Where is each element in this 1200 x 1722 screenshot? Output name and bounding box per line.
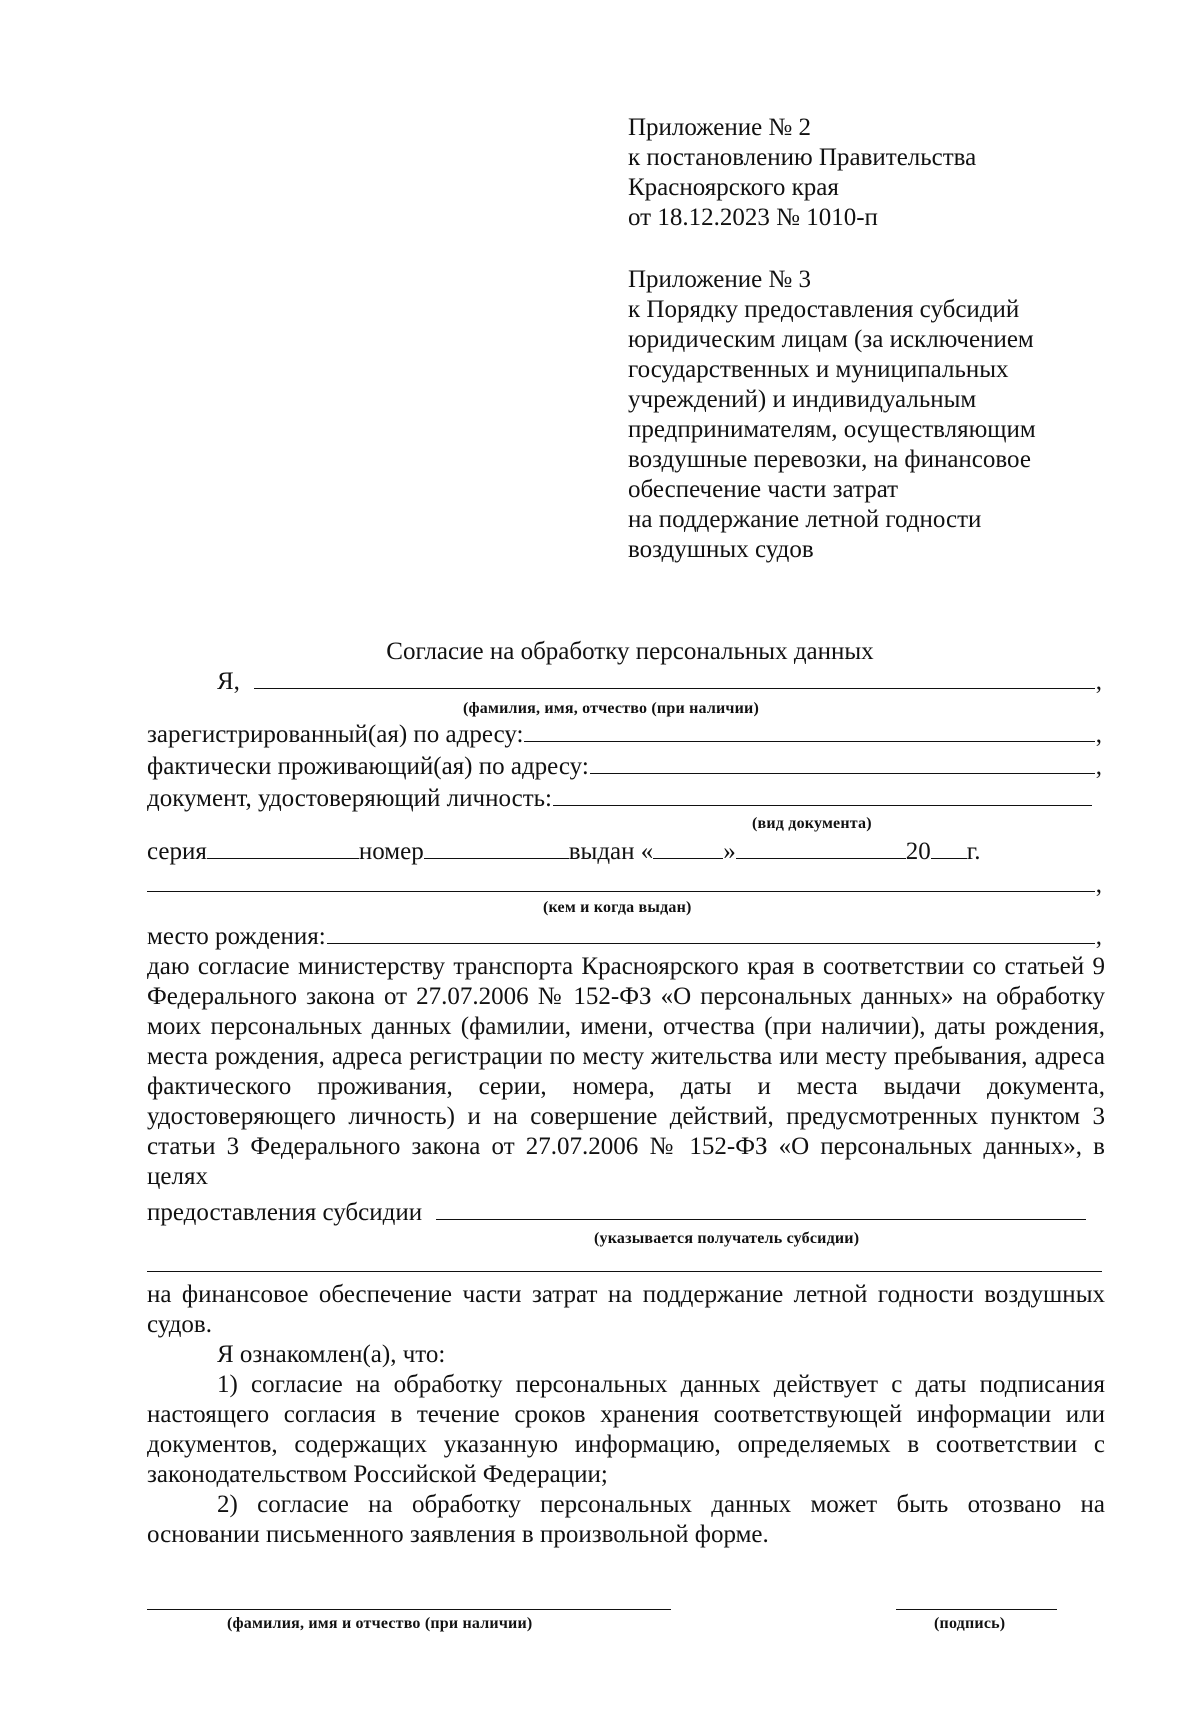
appendix-3-line: учреждений) и индивидуальным xyxy=(628,386,977,413)
document-title: Согласие на обработку персональных данных xyxy=(386,638,874,665)
list-item: 1) согласие на обработку персональных данных действует с даты подписания настоящего согласия в течение сроков хранения соответствующей информации или документов, содержащих указанную информацию, определяемых в соответствии с законодательством Российской Федерации; xyxy=(147,1371,1105,1488)
subsidy-recipient-field[interactable] xyxy=(436,1199,1086,1220)
quote-close: » xyxy=(723,838,736,865)
document-type-field[interactable] xyxy=(553,785,1092,806)
appendix-3-line: к Порядку предоставления субсидий xyxy=(628,296,1020,323)
issue-day-field[interactable] xyxy=(653,838,723,859)
comma: , xyxy=(1095,668,1102,695)
appendix-3-line: воздушные перевозки, на финансовое xyxy=(628,446,1031,473)
birthplace-line xyxy=(147,922,1102,952)
appendix-3-line: обеспечение части затрат xyxy=(628,476,899,503)
appendix-2-line: Красноярского края xyxy=(628,174,839,201)
name-caption: (фамилия, имя и отчество (при наличии) xyxy=(227,1615,533,1632)
appendix-2-line: Приложение № 2 xyxy=(628,114,812,141)
subsidy-label: предоставления субсидии xyxy=(147,1199,423,1226)
fio-caption: (фамилия, имя, отчество (при наличии) xyxy=(463,700,760,717)
comma: , xyxy=(1095,871,1102,898)
appendix-2-line: от 18.12.2023 № 1010-п xyxy=(628,204,878,231)
appendix-3-line: предпринимателям, осуществляющим xyxy=(628,416,1036,443)
consent-paragraph: даю согласие министерству транспорта Красноярского края в соответствии со статьей 9 Федерального закона от 27.07.2006 № 152-ФЗ «О персональных данных» на обработку моих персональных данных (фамилии, имени, отчества (при наличии), даты рождения, места рождения, адреса регистрации по месту жительства или месту пребывания, адреса фактического проживания, серии, номера, даты и места выдачи документа, удостоверяющего личность) и на совершение действий, предусмотренных пунктом 3 статьи 3 Федерального закона от 27.07.2006 № 152-ФЗ «О персональных данных», в целях xyxy=(147,953,1105,1190)
subsidy-caption: (указывается получатель субсидии) xyxy=(594,1230,860,1247)
comma: , xyxy=(1095,721,1102,748)
list-item: 2) согласие на обработку персональных данных может быть отозвано на основании письменного заявления в произвольной форме. xyxy=(147,1491,1105,1548)
i-label: Я, xyxy=(217,668,240,695)
issued-by-line xyxy=(147,870,1102,900)
appendix-3-line: государственных и муниципальных xyxy=(628,356,1009,383)
series-field[interactable] xyxy=(207,838,359,859)
actual-label: фактически проживающий(ая) по адресу: xyxy=(147,753,589,780)
signature-name-field[interactable] xyxy=(147,1609,671,1610)
registered-label: зарегистрированный(ая) по адресу: xyxy=(147,721,524,748)
appendix-3-line: на поддержание летной годности xyxy=(628,506,982,533)
comma: , xyxy=(1095,753,1102,780)
subsidy-continuation-line[interactable] xyxy=(147,1271,1102,1272)
appendix-2-header xyxy=(628,113,1148,233)
acknowledged-text: Я ознакомлен(а), что: xyxy=(217,1341,446,1368)
document-line xyxy=(147,784,1093,814)
appendix-3-header xyxy=(628,265,1148,565)
fio-field[interactable] xyxy=(254,668,1095,689)
appendix-2-line: к постановлению Правительства xyxy=(628,144,977,171)
birthplace-label: место рождения: xyxy=(147,923,326,950)
comma: , xyxy=(1095,923,1102,950)
subsidy-line xyxy=(147,1198,1087,1228)
appendix-3-line: воздушных судов xyxy=(628,536,814,563)
year-prefix: 20 xyxy=(905,838,931,865)
actual-address-field[interactable] xyxy=(590,753,1095,774)
series-label: серия xyxy=(147,838,207,865)
doc-type-caption: (вид документа) xyxy=(752,815,872,832)
registered-address-field[interactable] xyxy=(524,721,1094,742)
issued-by-field[interactable] xyxy=(147,871,1095,892)
actual-line xyxy=(147,752,1102,782)
purpose-paragraph: на финансовое обеспечение части затрат на поддержание летной годности воздушных судов. xyxy=(147,1281,1105,1338)
issue-month-field[interactable] xyxy=(736,838,906,859)
number-field[interactable] xyxy=(424,838,569,859)
appendix-3-line: Приложение № 3 xyxy=(628,266,812,293)
year-suffix: г. xyxy=(966,838,981,865)
registered-line xyxy=(147,720,1102,750)
birthplace-field[interactable] xyxy=(327,923,1095,944)
number-label: номер xyxy=(358,838,424,865)
fio-line xyxy=(217,667,1102,697)
sign-caption: (подпись) xyxy=(934,1615,1006,1632)
issue-year-field[interactable] xyxy=(931,838,967,859)
issued-by-caption: (кем и когда выдан) xyxy=(543,899,692,916)
series-line xyxy=(147,837,1047,867)
issued-label: выдан « xyxy=(568,838,654,865)
document-label: документ, удостоверяющий личность: xyxy=(147,785,552,812)
appendix-3-line: юридическим лицам (за исключением xyxy=(628,326,1034,353)
signature-field[interactable] xyxy=(896,1609,1057,1610)
